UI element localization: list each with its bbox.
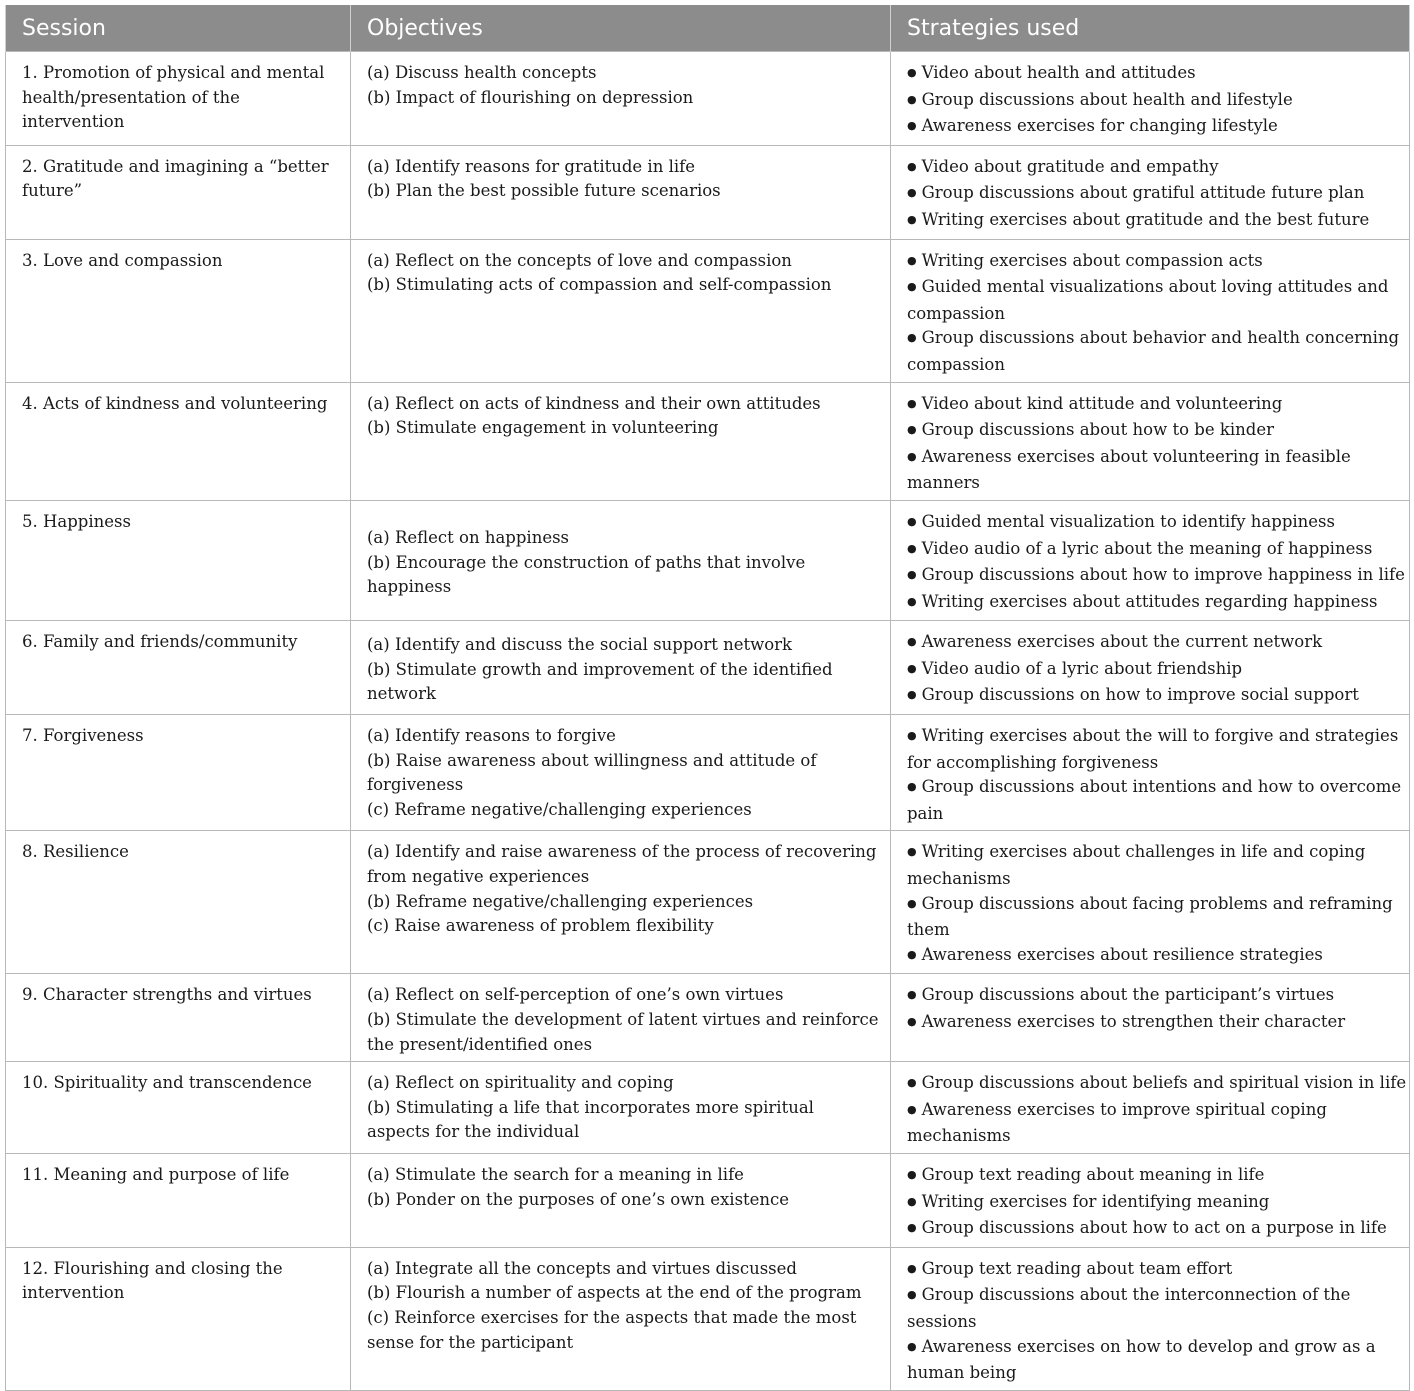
strategies-cell <box>891 1062 1410 1154</box>
header-strategies: Strategies used <box>891 5 1410 52</box>
objectives-cell <box>351 974 891 1062</box>
strategy-item <box>907 563 1407 590</box>
strategy-item <box>907 208 1407 235</box>
table-row <box>6 500 1410 620</box>
strategies-cell <box>891 715 1410 831</box>
strategies-cell <box>891 974 1410 1062</box>
strategy-text: Writing exercises about compassion acts <box>921 250 1263 270</box>
session-cell: 11. Meaning and purpose of life <box>6 1153 351 1247</box>
strategy-item <box>907 683 1407 710</box>
objective-item: (b) Reframe negative/challenging experiences <box>367 891 754 911</box>
strategy-item <box>907 392 1407 419</box>
objective-item: (a) Reflect on spirituality and coping <box>367 1073 674 1093</box>
strategy-text: Video about health and attitudes <box>921 63 1196 82</box>
strategy-item <box>907 1257 1407 1284</box>
strategies-cell <box>891 52 1410 146</box>
strategy-item <box>907 1190 1407 1217</box>
objective-item: (b) Stimulate engagement in volunteering <box>367 418 719 438</box>
strategy-text: Group discussions about the participant’s virtues <box>921 985 1335 1005</box>
objectives-cell <box>351 52 891 146</box>
header-objectives: Objectives <box>351 5 891 52</box>
strategy-text: Video audio of a lyric about friendship <box>921 658 1243 678</box>
objective-item: (a) Reflect on self-perception of one’s own virtues <box>367 985 784 1005</box>
strategy-text: Group discussions about gratiful attitude future plan <box>921 183 1365 203</box>
objective-item: (b) Impact of flourishing on depression <box>367 87 694 107</box>
objectives-cell <box>351 239 891 382</box>
strategy-item <box>907 537 1407 564</box>
strategy-item <box>907 840 1407 891</box>
strategy-item <box>907 181 1407 208</box>
objective-item: (a) Identify and raise awareness of the process of recovering from negative experiences <box>367 842 877 887</box>
strategy-item <box>907 630 1407 657</box>
objective-item: (b) Raise awareness about willingness and attitude of forgiveness <box>367 750 817 795</box>
strategies-cell <box>891 621 1410 715</box>
header-row <box>6 5 1410 52</box>
objectives-cell <box>351 1153 891 1247</box>
strategy-item <box>907 275 1407 326</box>
objectives-cell <box>351 715 891 831</box>
objective-item: (a) Reflect on acts of kindness and their own attitudes <box>367 393 821 413</box>
strategy-text: Group text reading about team effort <box>921 1258 1233 1278</box>
session-cell: 5. Happiness <box>6 500 351 620</box>
objective-item: (a) Identify and discuss the social support network <box>367 635 793 655</box>
strategy-item <box>907 88 1407 115</box>
strategy-text: Writing exercises about gratitude and the best future <box>921 209 1370 229</box>
strategy-text: Group discussions about how to act on a purpose in life <box>921 1218 1387 1238</box>
table-row <box>6 1062 1410 1154</box>
strategy-item <box>907 775 1407 826</box>
objectives-cell <box>351 1062 891 1154</box>
objective-item: (a) Identify reasons for gratitude in life <box>367 156 696 176</box>
strategy-item <box>907 590 1407 617</box>
strategy-item <box>907 892 1407 943</box>
table-row <box>6 621 1410 715</box>
session-cell: 7. Forgiveness <box>6 715 351 831</box>
objective-item: (c) Raise awareness of problem flexibility <box>367 916 714 936</box>
session-cell: 9. Character strengths and virtues <box>6 974 351 1062</box>
table-container <box>5 5 1409 1391</box>
strategy-text: Writing exercises for identifying meaning <box>921 1191 1270 1211</box>
objective-item: (b) Stimulating acts of compassion and self-compassion <box>367 275 832 295</box>
objective-item: (b) Stimulating a life that incorporates more spiritual aspects for the individual <box>367 1097 814 1142</box>
strategy-item <box>907 1163 1407 1190</box>
session-cell: 8. Resilience <box>6 831 351 974</box>
table-row <box>6 239 1410 382</box>
table-row <box>6 1247 1410 1390</box>
table-row <box>6 52 1410 146</box>
strategy-text: Group discussions on how to improve social support <box>921 685 1359 705</box>
objectives-cell <box>351 145 891 239</box>
strategy-item <box>907 1216 1407 1243</box>
objective-item: (b) Plan the best possible future scenarios <box>367 181 721 201</box>
strategy-text: Group discussions about behavior and health concerning compassion <box>907 328 1400 374</box>
strategies-cell <box>891 239 1410 382</box>
strategy-text: Awareness exercises for changing lifestyle <box>921 116 1278 136</box>
strategy-item <box>907 155 1407 182</box>
strategy-item <box>907 1098 1407 1149</box>
strategy-item <box>907 724 1407 775</box>
strategy-text: Group discussions about health and lifestyle <box>921 89 1293 109</box>
objective-item: (a) Stimulate the search for a meaning in life <box>367 1164 744 1184</box>
strategy-text: Writing exercises about attitudes regarding happiness <box>921 591 1378 611</box>
session-cell: 4. Acts of kindness and volunteering <box>6 382 351 500</box>
strategy-text: Video audio of a lyric about the meaning of happiness <box>921 538 1373 558</box>
table-row <box>6 1153 1410 1247</box>
strategy-item <box>907 943 1407 970</box>
strategy-item <box>907 249 1407 276</box>
strategy-item <box>907 1071 1407 1098</box>
strategy-item <box>907 326 1407 377</box>
objective-item: (b) Ponder on the purposes of one’s own existence <box>367 1189 790 1209</box>
strategy-item <box>907 418 1407 445</box>
objective-item: (b) Stimulate the development of latent virtues and reinforce the present/identified ones <box>367 1010 879 1054</box>
table-body <box>6 52 1410 1391</box>
table-row <box>6 831 1410 974</box>
strategy-item <box>907 114 1407 141</box>
objective-item: (c) Reframe negative/challenging experiences <box>367 799 752 819</box>
strategies-cell <box>891 1153 1410 1247</box>
strategy-text: Awareness exercises about the current network <box>921 632 1323 652</box>
strategy-text: Awareness exercises to strengthen their character <box>921 1012 1346 1031</box>
objectives-cell <box>351 1247 891 1390</box>
strategy-text: Awareness exercises to improve spiritual coping mechanisms <box>907 1099 1327 1146</box>
objectives-cell <box>351 500 891 620</box>
strategy-text: Group discussions about intentions and how to overcome pain <box>907 777 1402 823</box>
table-row <box>6 382 1410 500</box>
objective-item: (a) Integrate all the concepts and virtues discussed <box>367 1258 797 1278</box>
strategies-cell <box>891 382 1410 500</box>
session-cell: 1. Promotion of physical and mental health/presentation of the intervention <box>6 52 351 146</box>
objective-item: (c) Reinforce exercises for the aspects that made the most sense for the participant <box>367 1307 857 1352</box>
session-cell: 2. Gratitude and imagining a “better future” <box>6 145 351 239</box>
sessions-table <box>5 5 1410 1391</box>
session-cell: 10. Spirituality and transcendence <box>6 1062 351 1154</box>
strategy-item <box>907 983 1407 1010</box>
strategy-item <box>907 510 1407 537</box>
strategy-text: Awareness exercises about resilience strategies <box>921 944 1323 964</box>
objectives-cell <box>351 382 891 500</box>
header-session: Session <box>6 5 351 52</box>
session-cell: 3. Love and compassion <box>6 239 351 382</box>
table-row <box>6 145 1410 239</box>
strategy-item <box>907 1010 1407 1037</box>
session-cell: 12. Flourishing and closing the intervention <box>6 1247 351 1390</box>
table-row <box>6 974 1410 1062</box>
objective-item: (b) Flourish a number of aspects at the end of the program <box>367 1283 862 1303</box>
objective-item: (a) Identify reasons to forgive <box>367 726 616 746</box>
strategy-text: Writing exercises about the will to forgive and strategies for accomplishing forgiveness <box>907 726 1399 772</box>
strategy-text: Video about gratitude and empathy <box>921 156 1219 176</box>
table-row <box>6 715 1410 831</box>
strategy-text: Guided mental visualization to identify happiness <box>921 511 1335 531</box>
strategy-text: Group discussions about facing problems and reframing them <box>907 893 1393 940</box>
strategies-cell <box>891 831 1410 974</box>
strategy-text: Group text reading about meaning in life <box>921 1164 1265 1184</box>
objective-item: (b) Stimulate growth and improvement of the identified network <box>367 659 833 704</box>
strategy-item <box>907 445 1407 496</box>
strategy-text: Awareness exercises about volunteering in feasible manners <box>907 446 1351 493</box>
strategy-text: Group discussions about how to be kinder <box>921 420 1274 440</box>
objective-item: (a) Reflect on happiness <box>367 528 570 548</box>
objective-item: (a) Reflect on the concepts of love and compassion <box>367 250 792 270</box>
strategy-text: Video about kind attitude and volunteering <box>921 393 1283 413</box>
strategy-text: Group discussions about beliefs and spiritual vision in life <box>921 1073 1407 1093</box>
strategies-cell <box>891 145 1410 239</box>
strategies-cell <box>891 1247 1410 1390</box>
objective-item: (a) Discuss health concepts <box>367 63 597 82</box>
objectives-cell <box>351 831 891 974</box>
strategy-item <box>907 1283 1407 1334</box>
strategy-text: Awareness exercises on how to develop and grow as a human being <box>907 1336 1376 1383</box>
objective-item: (b) Encourage the construction of paths that involve happiness <box>367 552 806 597</box>
strategy-text: Group discussions about how to improve happiness in life <box>921 565 1405 585</box>
strategy-item <box>907 657 1407 684</box>
session-cell: 6. Family and friends/community <box>6 621 351 715</box>
strategy-text: Group discussions about the interconnection of the sessions <box>907 1285 1351 1331</box>
strategy-item <box>907 61 1407 88</box>
objectives-cell <box>351 621 891 715</box>
strategy-item <box>907 1335 1407 1386</box>
strategies-cell <box>891 500 1410 620</box>
strategy-text: Guided mental visualizations about loving attitudes and compassion <box>907 277 1389 323</box>
strategy-text: Writing exercises about challenges in life and coping mechanisms <box>907 842 1366 889</box>
